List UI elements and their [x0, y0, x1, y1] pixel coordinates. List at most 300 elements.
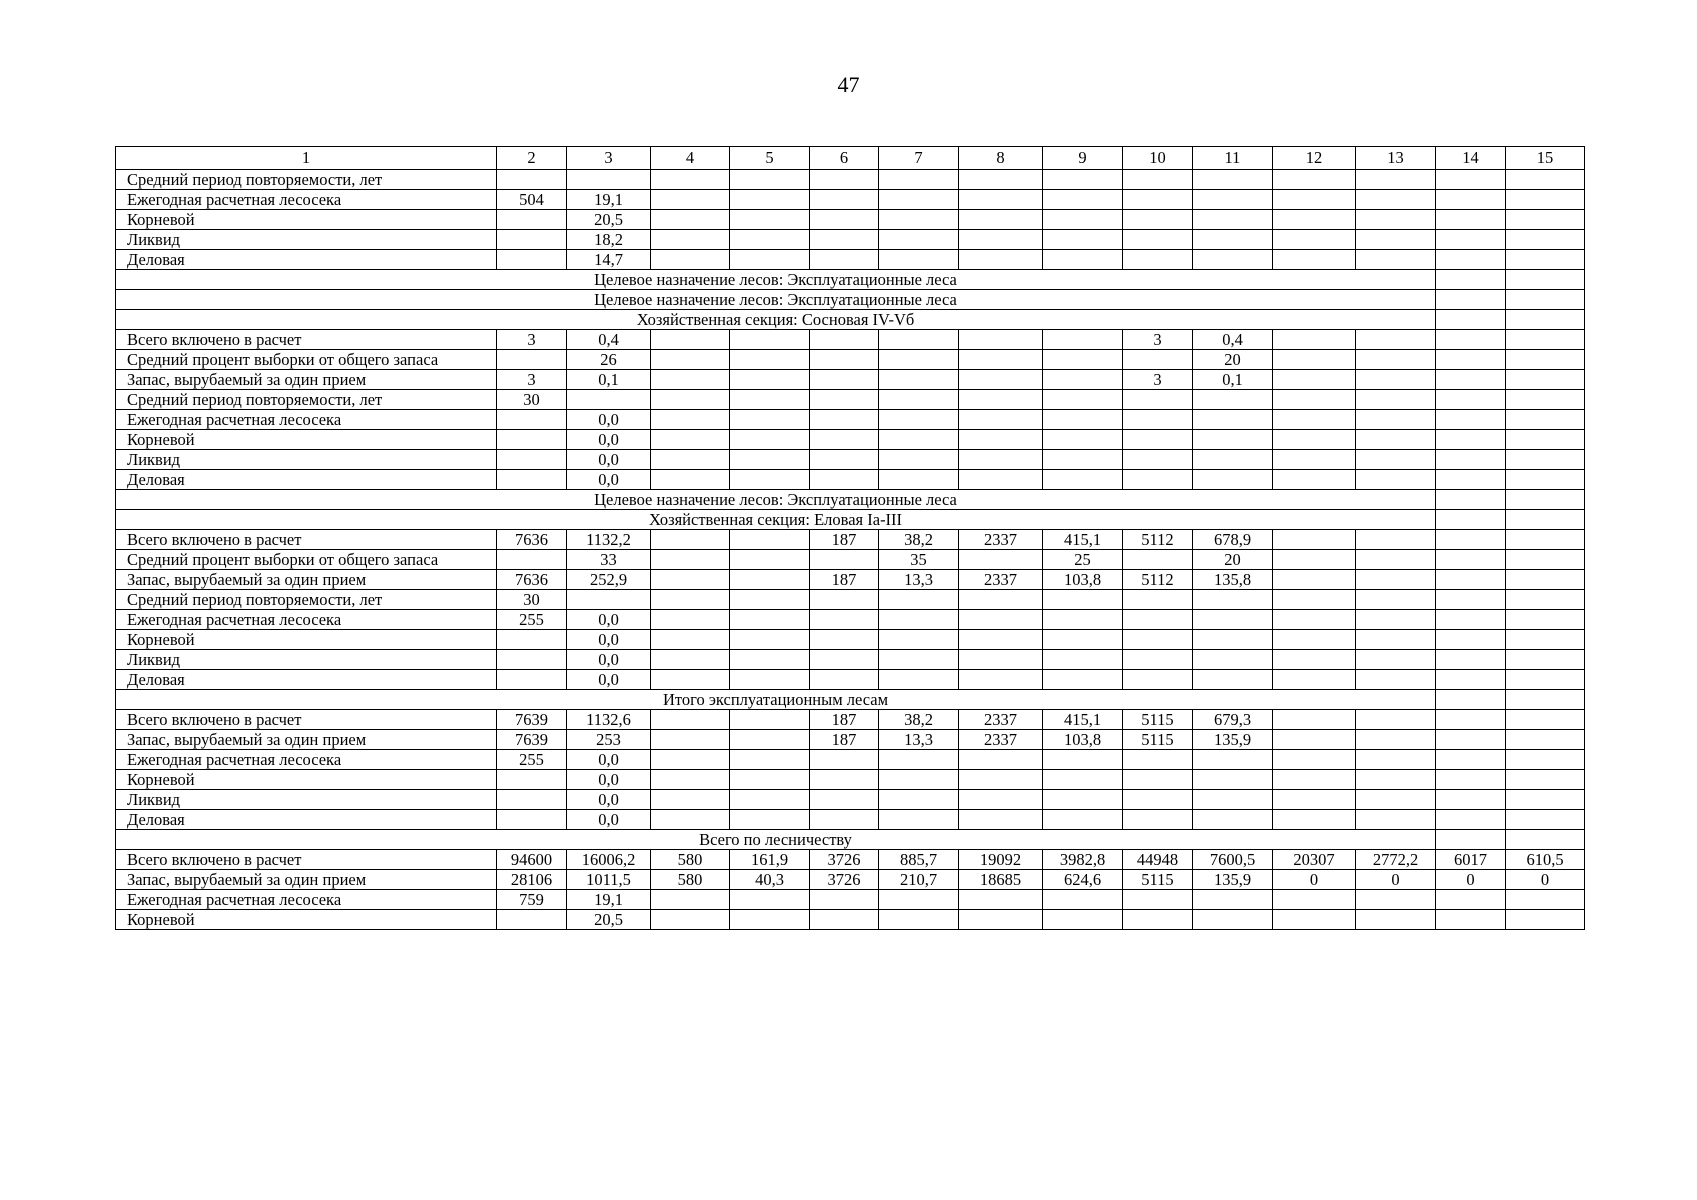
table-cell — [1273, 190, 1356, 210]
row-label: Запас, вырубаемый за один прием — [116, 730, 497, 750]
table-cell: 1011,5 — [567, 870, 651, 890]
table-cell — [1123, 470, 1193, 490]
row-label: Ежегодная расчетная лесосека — [116, 410, 497, 430]
table-cell — [1436, 230, 1506, 250]
table-cell — [1436, 550, 1506, 570]
table-cell — [730, 230, 810, 250]
table-cell: 187 — [810, 710, 879, 730]
table-cell: 5115 — [1123, 710, 1193, 730]
table-cell: 38,2 — [879, 530, 959, 550]
table-cell: 2337 — [959, 530, 1043, 550]
row-label: Ликвид — [116, 650, 497, 670]
table-cell: 135,8 — [1193, 570, 1273, 590]
table-cell: 25 — [1043, 550, 1123, 570]
table-cell — [810, 430, 879, 450]
table-row — [116, 770, 1585, 790]
table-cell — [1273, 330, 1356, 350]
row-label: Ежегодная расчетная лесосека — [116, 750, 497, 770]
table-cell — [959, 650, 1043, 670]
table-cell — [730, 170, 810, 190]
table-cell — [1436, 330, 1506, 350]
table-cell — [1506, 390, 1585, 410]
table-cell — [730, 610, 810, 630]
table-cell — [1506, 370, 1585, 390]
table-cell — [1436, 650, 1506, 670]
row-label: Запас, вырубаемый за один прием — [116, 370, 497, 390]
table-cell — [1193, 630, 1273, 650]
table-cell — [1123, 210, 1193, 230]
table-cell — [1356, 350, 1436, 370]
table-cell — [879, 750, 959, 770]
table-row — [116, 230, 1585, 250]
table-cell — [1356, 750, 1436, 770]
table-cell — [1436, 590, 1506, 610]
table-cell: 210,7 — [879, 870, 959, 890]
table-cell — [879, 630, 959, 650]
column-number: 10 — [1123, 147, 1193, 170]
table-cell: 624,6 — [1043, 870, 1123, 890]
table-cell — [651, 210, 730, 230]
table-cell — [651, 770, 730, 790]
table-cell — [879, 390, 959, 410]
table-cell: 13,3 — [879, 730, 959, 750]
table-cell — [810, 750, 879, 770]
table-cell: 44948 — [1123, 850, 1193, 870]
table-cell: 0,0 — [567, 810, 651, 830]
section-row — [116, 490, 1585, 510]
table-cell: 3 — [1123, 330, 1193, 350]
table-cell: 0 — [1356, 870, 1436, 890]
table-cell: 678,9 — [1193, 530, 1273, 550]
table-cell — [1043, 610, 1123, 630]
table-cell: 3 — [1123, 370, 1193, 390]
table-cell: 0 — [1506, 870, 1585, 890]
row-label: Всего включено в расчет — [116, 850, 497, 870]
table-cell — [1273, 250, 1356, 270]
table-cell — [730, 450, 810, 470]
table-cell — [1043, 470, 1123, 490]
table-cell: 20,5 — [567, 210, 651, 230]
table-cell — [651, 550, 730, 570]
table-cell: 3 — [497, 370, 567, 390]
column-number: 2 — [497, 147, 567, 170]
table-cell — [497, 470, 567, 490]
table-cell — [730, 910, 810, 930]
table-cell: 759 — [497, 890, 567, 910]
table-row — [116, 910, 1585, 930]
table-cell — [1193, 890, 1273, 910]
table-cell: 16006,2 — [567, 850, 651, 870]
table-cell: 2337 — [959, 710, 1043, 730]
table-cell — [1356, 710, 1436, 730]
table-cell — [730, 710, 810, 730]
table-row — [116, 610, 1585, 630]
table-cell — [1043, 390, 1123, 410]
table-cell — [1193, 390, 1273, 410]
table-cell — [1123, 170, 1193, 190]
column-number: 8 — [959, 147, 1043, 170]
empty-cell — [1436, 290, 1506, 310]
table-cell — [1436, 750, 1506, 770]
table-cell — [1436, 610, 1506, 630]
row-label: Запас, вырубаемый за один прием — [116, 570, 497, 590]
table-cell — [1273, 770, 1356, 790]
table-cell — [1506, 410, 1585, 430]
table-cell: 0,0 — [567, 610, 651, 630]
table-cell: 3982,8 — [1043, 850, 1123, 870]
table-cell: 187 — [810, 570, 879, 590]
table-cell: 7636 — [497, 570, 567, 590]
column-number: 7 — [879, 147, 959, 170]
table-cell — [1436, 170, 1506, 190]
table-cell — [1043, 750, 1123, 770]
table-cell — [1356, 590, 1436, 610]
table-cell: 19092 — [959, 850, 1043, 870]
table-cell — [959, 670, 1043, 690]
table-row — [116, 670, 1585, 690]
table-cell — [1506, 530, 1585, 550]
table-cell — [1273, 350, 1356, 370]
table-cell: 135,9 — [1193, 730, 1273, 750]
table-cell — [497, 210, 567, 230]
table-cell — [567, 390, 651, 410]
table-cell — [810, 890, 879, 910]
table-cell — [1506, 470, 1585, 490]
row-label: Всего включено в расчет — [116, 530, 497, 550]
table-row — [116, 590, 1585, 610]
table-cell — [879, 250, 959, 270]
table-row — [116, 470, 1585, 490]
table-cell — [1436, 210, 1506, 230]
table-cell — [1356, 390, 1436, 410]
table-cell — [497, 650, 567, 670]
row-label: Деловая — [116, 670, 497, 690]
table-cell — [879, 450, 959, 470]
table-cell — [1043, 670, 1123, 690]
table-cell — [651, 730, 730, 750]
table-cell — [651, 450, 730, 470]
table-cell — [1436, 190, 1506, 210]
table-cell — [730, 390, 810, 410]
table-cell: 5115 — [1123, 730, 1193, 750]
table-cell: 3726 — [810, 850, 879, 870]
table-cell: 885,7 — [879, 850, 959, 870]
table-cell — [959, 250, 1043, 270]
table-row — [116, 550, 1585, 570]
table-cell — [1356, 330, 1436, 350]
row-label: Средний период повторяемости, лет — [116, 170, 497, 190]
table-cell — [1356, 370, 1436, 390]
table-cell — [497, 410, 567, 430]
table-cell — [1193, 770, 1273, 790]
table-cell — [651, 810, 730, 830]
table-cell — [730, 210, 810, 230]
table-cell — [1043, 170, 1123, 190]
table-cell — [1506, 730, 1585, 750]
table-cell: 1132,2 — [567, 530, 651, 550]
table-cell — [651, 470, 730, 490]
row-label: Ликвид — [116, 230, 497, 250]
table-cell — [879, 910, 959, 930]
table-cell: 0,4 — [1193, 330, 1273, 350]
table-cell — [497, 770, 567, 790]
table-cell — [1193, 210, 1273, 230]
table-cell — [1506, 250, 1585, 270]
table-cell: 2772,2 — [1356, 850, 1436, 870]
table-cell — [1506, 170, 1585, 190]
table-cell — [1123, 190, 1193, 210]
table-cell — [879, 210, 959, 230]
table-cell — [959, 630, 1043, 650]
table-cell — [1193, 790, 1273, 810]
table-cell — [879, 790, 959, 810]
table-cell: 0,4 — [567, 330, 651, 350]
table-cell — [1273, 890, 1356, 910]
table-cell — [1273, 590, 1356, 610]
table-row — [116, 330, 1585, 350]
table-cell: 255 — [497, 610, 567, 630]
table-cell — [1193, 230, 1273, 250]
table-cell: 0,0 — [567, 450, 651, 470]
table-cell: 18685 — [959, 870, 1043, 890]
table-cell — [1123, 770, 1193, 790]
table-cell — [959, 790, 1043, 810]
table-row — [116, 370, 1585, 390]
column-number: 5 — [730, 147, 810, 170]
section-title: Итого эксплуатационным лесам — [116, 690, 1436, 710]
section-row — [116, 310, 1585, 330]
empty-cell — [1436, 830, 1506, 850]
table-cell — [1043, 650, 1123, 670]
row-label: Корневой — [116, 430, 497, 450]
table-cell — [1273, 230, 1356, 250]
table-cell — [1043, 450, 1123, 470]
table-cell — [1436, 910, 1506, 930]
table-cell — [1436, 710, 1506, 730]
table-cell: 0,0 — [567, 650, 651, 670]
table-cell — [1436, 430, 1506, 450]
table-cell — [879, 810, 959, 830]
table-row — [116, 190, 1585, 210]
table-row — [116, 630, 1585, 650]
table-cell — [1356, 250, 1436, 270]
table-cell — [879, 670, 959, 690]
row-label: Всего включено в расчет — [116, 330, 497, 350]
table-cell — [1506, 330, 1585, 350]
table-cell — [810, 630, 879, 650]
table-cell — [1356, 650, 1436, 670]
table-cell — [959, 210, 1043, 230]
column-number: 4 — [651, 147, 730, 170]
table-cell — [651, 250, 730, 270]
table-cell — [1436, 770, 1506, 790]
table-cell — [959, 750, 1043, 770]
table-cell: 135,9 — [1193, 870, 1273, 890]
table-cell — [1043, 330, 1123, 350]
table-row — [116, 250, 1585, 270]
empty-cell — [1436, 510, 1506, 530]
table-cell — [730, 730, 810, 750]
table-cell — [1356, 630, 1436, 650]
table-cell — [810, 170, 879, 190]
table-cell — [959, 370, 1043, 390]
table-cell: 0,0 — [567, 470, 651, 490]
table-cell — [730, 550, 810, 570]
table-cell — [959, 810, 1043, 830]
table-cell — [730, 470, 810, 490]
table-row — [116, 450, 1585, 470]
table-cell: 253 — [567, 730, 651, 750]
table-cell — [1043, 370, 1123, 390]
table-cell — [1356, 890, 1436, 910]
section-title: Хозяйственная секция: Сосновая IV-Vб — [116, 310, 1436, 330]
table-cell — [1193, 450, 1273, 470]
table-cell — [1123, 230, 1193, 250]
table-cell — [810, 470, 879, 490]
row-label: Всего включено в расчет — [116, 710, 497, 730]
table-cell — [1273, 610, 1356, 630]
table-cell — [1356, 910, 1436, 930]
table-cell — [1506, 230, 1585, 250]
section-row — [116, 510, 1585, 530]
header-row — [116, 147, 1585, 170]
table-cell — [1436, 250, 1506, 270]
table-cell: 0 — [1436, 870, 1506, 890]
table-cell — [1273, 790, 1356, 810]
table-cell: 415,1 — [1043, 530, 1123, 550]
table-cell: 7636 — [497, 530, 567, 550]
table-cell — [1123, 910, 1193, 930]
table-cell — [1193, 810, 1273, 830]
row-label: Ликвид — [116, 790, 497, 810]
table-cell — [959, 170, 1043, 190]
table-cell — [959, 230, 1043, 250]
empty-cell — [1506, 310, 1585, 330]
column-number: 13 — [1356, 147, 1436, 170]
table-cell: 0,0 — [567, 790, 651, 810]
table-cell — [959, 410, 1043, 430]
table-cell — [1123, 350, 1193, 370]
table-cell — [959, 470, 1043, 490]
table-cell — [651, 910, 730, 930]
table-cell — [1193, 410, 1273, 430]
table-cell — [1356, 230, 1436, 250]
table-cell — [1506, 210, 1585, 230]
table-cell: 19,1 — [567, 890, 651, 910]
row-label: Средний процент выборки от общего запаса — [116, 350, 497, 370]
table-cell — [1043, 890, 1123, 910]
table-cell — [1193, 650, 1273, 670]
table-cell — [730, 350, 810, 370]
empty-cell — [1506, 490, 1585, 510]
table-cell: 0,0 — [567, 630, 651, 650]
table-cell — [730, 630, 810, 650]
table-cell — [1436, 890, 1506, 910]
table-cell — [497, 230, 567, 250]
table-cell — [1273, 670, 1356, 690]
table-cell — [730, 190, 810, 210]
table-row — [116, 890, 1585, 910]
table-cell — [1356, 610, 1436, 630]
row-label: Корневой — [116, 770, 497, 790]
table-cell — [1273, 370, 1356, 390]
table-cell — [1436, 470, 1506, 490]
table-cell — [1123, 450, 1193, 470]
table-cell: 7639 — [497, 730, 567, 750]
table-cell: 103,8 — [1043, 730, 1123, 750]
row-label: Ежегодная расчетная лесосека — [116, 190, 497, 210]
table-row — [116, 750, 1585, 770]
table-cell — [730, 370, 810, 390]
table-cell: 0 — [1273, 870, 1356, 890]
table-cell — [1356, 670, 1436, 690]
table-cell — [810, 410, 879, 430]
table-cell — [1193, 590, 1273, 610]
table-cell — [810, 550, 879, 570]
column-number: 9 — [1043, 147, 1123, 170]
table-cell — [810, 370, 879, 390]
section-row — [116, 270, 1585, 290]
table-cell — [651, 670, 730, 690]
table-cell — [1506, 550, 1585, 570]
table-cell — [1123, 630, 1193, 650]
table-cell — [1193, 910, 1273, 930]
table-cell — [959, 430, 1043, 450]
table-cell — [497, 910, 567, 930]
table-cell: 30 — [497, 390, 567, 410]
table-cell: 252,9 — [567, 570, 651, 590]
table-cell — [497, 170, 567, 190]
table-cell: 18,2 — [567, 230, 651, 250]
table-cell: 1132,6 — [567, 710, 651, 730]
table-cell — [879, 170, 959, 190]
table-cell — [810, 230, 879, 250]
table-row — [116, 410, 1585, 430]
table-row — [116, 570, 1585, 590]
table-cell — [1273, 730, 1356, 750]
table-cell: 19,1 — [567, 190, 651, 210]
table-cell — [651, 430, 730, 450]
table-cell — [730, 650, 810, 670]
table-cell — [651, 350, 730, 370]
table-cell — [567, 170, 651, 190]
table-cell — [651, 330, 730, 350]
table-cell — [651, 790, 730, 810]
table-cell — [1436, 370, 1506, 390]
table-cell — [1273, 810, 1356, 830]
empty-cell — [1506, 270, 1585, 290]
table-cell: 3 — [497, 330, 567, 350]
table-cell — [651, 170, 730, 190]
table-cell: 33 — [567, 550, 651, 570]
table-cell: 30 — [497, 590, 567, 610]
table-cell: 2337 — [959, 730, 1043, 750]
section-title: Целевое назначение лесов: Эксплуатационные леса — [116, 290, 1436, 310]
table-cell — [497, 350, 567, 370]
table-cell — [879, 350, 959, 370]
table-cell — [651, 890, 730, 910]
table-cell — [730, 750, 810, 770]
table-cell — [1043, 810, 1123, 830]
table-cell — [1123, 790, 1193, 810]
table-cell — [1043, 250, 1123, 270]
row-label: Ежегодная расчетная лесосека — [116, 890, 497, 910]
table-cell — [810, 250, 879, 270]
empty-cell — [1436, 270, 1506, 290]
table-cell: 5112 — [1123, 570, 1193, 590]
table-cell — [810, 450, 879, 470]
table-cell — [810, 390, 879, 410]
